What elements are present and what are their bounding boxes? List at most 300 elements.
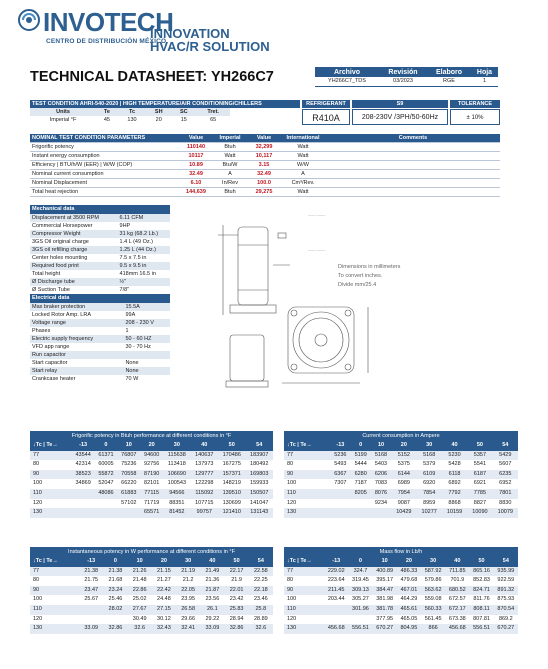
mass-cell: 309.13 <box>348 586 372 596</box>
electrical-row <box>30 303 170 311</box>
mechanical-row <box>30 270 170 278</box>
electrical-row <box>30 343 170 351</box>
mass-cell: 384.47 <box>373 586 397 596</box>
current-cell: 5541 <box>473 461 487 468</box>
power_w-cell: 24.48 <box>157 596 171 603</box>
current-te-header: 40 <box>442 441 467 451</box>
power_w-cell: 22.18 <box>249 586 273 596</box>
nominal-cell: Nominal Displacement <box>30 179 180 188</box>
mass-cell: 561.45 <box>424 615 442 622</box>
power_w-cell: 21.2 <box>182 577 194 584</box>
power_w-cell: 21.27 <box>157 577 171 584</box>
nominal-cell: Btuh <box>212 143 248 152</box>
nominal-cell: A <box>280 170 326 179</box>
doc-header-sheet: Hoja <box>471 67 498 77</box>
nominal-cell: Watt <box>212 152 248 161</box>
compressor-outline-icon <box>178 205 438 405</box>
nominal-cell: Btuh <box>212 188 248 197</box>
frig-cell: 137973 <box>195 461 214 468</box>
frig-cell: 183907 <box>245 451 273 461</box>
frig-te-header: 0 <box>95 441 118 451</box>
electrical-row <box>30 327 170 335</box>
frig-cell: 60005 <box>98 461 114 468</box>
power_w-cell: 26.1 <box>200 605 224 615</box>
frig-corner: ↓Tc | Te→ <box>30 441 72 451</box>
mass-cell: 866 <box>421 624 445 634</box>
power-value: 208-230V /3PH/50-60Hz <box>352 109 448 125</box>
mass-cell: 852.83 <box>473 577 490 584</box>
mechanical-label: Center holes mounting <box>32 255 88 261</box>
current-cell <box>330 508 350 518</box>
mass-cell: 560.33 <box>421 605 445 615</box>
nominal-cell: Efficiency | BTU/h/W (EER) | W/W (COP) <box>30 161 180 170</box>
power_w-row <box>30 576 273 586</box>
frig-row <box>30 508 273 518</box>
power_w-cell: 26.58 <box>176 605 200 615</box>
nominal-row <box>30 179 500 188</box>
mass-cell: 579.86 <box>424 577 442 584</box>
current-cell: 6920 <box>423 480 436 487</box>
electrical-value <box>123 351 170 359</box>
power_w-cell: 25.83 <box>224 605 248 615</box>
frig-row <box>30 460 273 470</box>
mass-cell: 556.51 <box>469 624 493 634</box>
doc-sheet: 1 <box>471 77 498 86</box>
current-cell: 6952 <box>499 480 512 487</box>
power_w-cell: 32.86 <box>224 624 248 634</box>
electrical-label: VFD app range <box>32 344 70 350</box>
frig-te-header: -13 <box>72 441 95 451</box>
nominal-comment-cell <box>326 161 500 170</box>
tc-val-tret: 65 <box>210 117 217 123</box>
frig-cell <box>95 499 118 509</box>
power_w-cell: 21.19 <box>176 567 200 577</box>
current-cell <box>330 499 350 509</box>
power_w-cell: 22.58 <box>249 567 273 577</box>
current-table-block <box>284 431 518 518</box>
mass-tc-label: 120 <box>287 615 297 622</box>
dim-note-3: Divide mm/25.4 <box>338 282 377 288</box>
current-row <box>284 499 518 509</box>
compressor-drawing <box>178 205 438 405</box>
mass-te-header: 50 <box>469 557 493 567</box>
title-prefix: TECHNICAL DATASHEET: <box>30 69 211 85</box>
frig-cell: 169803 <box>245 470 273 480</box>
mass-cell: 870.54 <box>494 605 518 615</box>
mechanical-row <box>30 230 170 238</box>
frig-cell: 61883 <box>117 489 140 499</box>
mass-cell: 711.85 <box>445 567 469 577</box>
mass-cell: 670.27 <box>373 624 397 634</box>
current-cell: 10079 <box>493 508 518 518</box>
tc-col-sc: SC <box>171 108 196 116</box>
frig-te-header: 20 <box>140 441 163 451</box>
power_w-cell: 21.36 <box>205 577 220 584</box>
mass-tc-label: 80 <box>287 577 294 584</box>
mass-row <box>284 567 518 577</box>
mass-cell: 465.61 <box>397 605 421 615</box>
mass-cell: 229.02 <box>324 567 348 577</box>
mass-cell <box>324 615 348 625</box>
frig-cell: 167275 <box>222 461 241 468</box>
frig-cell: 92756 <box>144 461 160 468</box>
power_w-cell <box>103 615 127 625</box>
frig-tc-label: 120 <box>33 499 43 506</box>
current-cell: 5168 <box>417 451 442 461</box>
power_w-row <box>30 624 273 634</box>
frig-cell: 76807 <box>117 451 140 461</box>
current-cell: 6367 <box>330 470 350 480</box>
power_w-te-header: 50 <box>224 557 248 567</box>
current-cell: 5493 <box>334 461 347 468</box>
frig-cell: 48086 <box>95 489 118 499</box>
power_w-cell: 23.42 <box>229 596 244 603</box>
frig-cell: 42314 <box>75 461 91 468</box>
mechanical-value: 1.4 L (49 Oz.) <box>119 239 153 245</box>
power-label: S9 <box>352 100 448 108</box>
tc-val-sh: 20 <box>155 117 162 123</box>
current-cell <box>371 508 391 518</box>
mass-tc-label: 100 <box>287 596 297 603</box>
power_w-cell: 25.46 <box>108 596 123 603</box>
electrical-row <box>30 351 170 359</box>
nominal-cell: 32.49 <box>180 170 212 179</box>
mass-cell: 935.99 <box>494 567 518 577</box>
current-tc-label: 77 <box>284 451 330 461</box>
tc-val-te: 45 <box>103 117 110 123</box>
frig-te-header: 30 <box>163 441 190 451</box>
mass-te-header: 20 <box>397 557 421 567</box>
logo <box>18 9 40 31</box>
current-cell: 8830 <box>499 499 512 506</box>
power_w-cell: 32.86 <box>103 624 127 634</box>
electrical-value: 99A <box>125 312 136 318</box>
power-caption: Instantaneous potency in W performance at different conditions in °F <box>30 547 273 557</box>
power_w-row <box>30 615 273 625</box>
frig-cell: 141047 <box>250 499 269 506</box>
frig-tc-label: 90 <box>30 470 72 480</box>
mass-caption: Mass flow in Lb/h <box>284 547 518 557</box>
refrigerant-value: R410A <box>302 109 350 125</box>
current-te-header: 20 <box>391 441 416 451</box>
current-cell: 6206 <box>371 470 391 480</box>
power_w-cell: 23.56 <box>205 596 220 603</box>
page-title <box>30 69 274 85</box>
current-cell: 8868 <box>448 499 461 506</box>
refrigerant-label: REFRIGERANT <box>302 100 350 108</box>
nominal-table <box>30 134 500 197</box>
mass-cell: 670.27 <box>494 624 518 634</box>
nominal-comment-cell <box>326 188 500 197</box>
frig-cell: 38523 <box>72 470 95 480</box>
frig-row <box>30 499 273 509</box>
mass-tc-label: 90 <box>284 586 324 596</box>
power_w-cell: 25.8 <box>249 605 273 615</box>
mass-cell: 807.81 <box>473 615 490 622</box>
current-cell: 5607 <box>499 461 512 468</box>
mass-header-row <box>284 557 518 567</box>
frig-cell: 113418 <box>167 461 186 468</box>
current-cell: 7854 <box>417 489 442 499</box>
mass-cell: 203.44 <box>327 596 345 603</box>
mechanical-title: Mechanical data <box>30 205 170 214</box>
nominal-cell: 32.49 <box>248 170 280 179</box>
frig-cell: 115638 <box>163 451 190 461</box>
power_w-row <box>30 595 273 605</box>
power_w-cell: 32.41 <box>176 624 200 634</box>
mechanical-label: 3GS oil refilling charge <box>30 246 118 254</box>
mass-cell: 301.96 <box>348 605 372 615</box>
mass-cell: 808.11 <box>469 605 493 615</box>
nominal-cell: Cm³/Rev. <box>280 179 326 188</box>
current-cell: 5375 <box>397 461 410 468</box>
power-table-block <box>30 547 273 634</box>
frig-cell: 88351 <box>169 499 185 506</box>
tc-col-units: Units <box>30 108 96 116</box>
current-te-header: 30 <box>417 441 442 451</box>
current-cell: 5403 <box>374 461 388 468</box>
tc-col-tc: Tc <box>118 108 146 116</box>
tolerance-value: ± 10% <box>450 109 500 125</box>
electrical-value: 30 - 70 Hz <box>125 344 151 350</box>
power_w-cell: 33.09 <box>200 624 224 634</box>
current-te-header: 54 <box>493 441 518 451</box>
mechanical-value: 7.5 x 7.5 in <box>119 255 147 261</box>
power_w-te-header: 30 <box>176 557 200 567</box>
current-cell: 7187 <box>354 480 367 487</box>
mechanical-value: 31 kg (68.2 Lb.) <box>118 230 170 238</box>
electrical-value: None <box>123 367 170 375</box>
frig-cell: 75236 <box>121 461 137 468</box>
electrical-value: 15.5A <box>123 303 170 311</box>
mass-cell: 811.76 <box>473 596 490 603</box>
nominal-cell: 100.0 <box>248 179 280 188</box>
mechanical-row <box>30 254 170 262</box>
power_w-row <box>30 586 273 596</box>
mass-cell: 324.7 <box>348 567 372 577</box>
mass-cell: 587.92 <box>421 567 445 577</box>
mass-row <box>284 624 518 634</box>
frig-cell <box>72 499 95 509</box>
mass-row <box>284 595 518 605</box>
power_w-cell: 21.26 <box>128 567 152 577</box>
nominal-row <box>30 152 500 161</box>
current-cell: 8827 <box>473 499 487 506</box>
frig-cell: 55872 <box>95 470 118 480</box>
frig-cell: 106690 <box>163 470 190 480</box>
mass-cell: 922.59 <box>497 577 515 584</box>
power_w-tc-label: 130 <box>30 624 79 634</box>
mass-cell: 456.68 <box>445 624 469 634</box>
mass-table-block <box>284 547 518 634</box>
mass-table <box>284 557 518 634</box>
tc-val-units: Imperial °F <box>49 117 77 123</box>
frig-cell: 107715 <box>195 499 214 506</box>
frig-cell: 81452 <box>163 508 190 518</box>
tc-col-sh: SH <box>146 108 171 116</box>
mechanical-label: Required food print <box>30 262 118 270</box>
power_w-cell: 29.66 <box>181 615 196 622</box>
current-cell: 9234 <box>374 499 388 506</box>
current-row <box>284 479 518 489</box>
electrical-row <box>30 319 170 327</box>
frig-cell: 139510 <box>218 489 245 499</box>
doc-revision: 03/2023 <box>379 77 427 86</box>
power_w-cell: 25.67 <box>84 596 99 603</box>
electrical-label: Locked Rotor Amp. LRA <box>32 312 92 318</box>
current-cell: 8959 <box>423 499 436 506</box>
mass-cell: 377.95 <box>376 615 394 622</box>
frig-cell: 77115 <box>140 489 163 499</box>
current-cell: 10159 <box>442 508 467 518</box>
power_w-corner: ↓Tc | Te→ <box>30 557 79 567</box>
nominal-header-param: NOMINAL TEST CONDITION PARAMETERS <box>30 134 180 143</box>
current-cell: 6235 <box>493 470 518 480</box>
mass-tc-label: 110 <box>284 605 324 615</box>
frig-table-block <box>30 431 273 518</box>
title-model: YH266C7 <box>211 69 274 85</box>
dimension-note <box>338 263 400 290</box>
doc-info-table <box>315 67 498 87</box>
electrical-label: Electric supply frequency <box>30 335 123 343</box>
power_w-cell: 27.15 <box>152 605 176 615</box>
mass-tc-label: 130 <box>284 624 324 634</box>
mass-cell: 891.32 <box>494 586 518 596</box>
nominal-cell: Watt <box>280 152 326 161</box>
power_w-cell: 21.68 <box>108 577 123 584</box>
mechanical-label: 3GS Oil original charge <box>32 239 89 245</box>
power_w-cell: 25.02 <box>132 596 147 603</box>
current-row <box>284 451 518 461</box>
mass-cell: 456.68 <box>324 624 348 634</box>
frig-te-header: 50 <box>218 441 245 451</box>
nominal-cell: W/W <box>280 161 326 170</box>
nominal-comment-cell <box>326 143 500 152</box>
mechanical-value: 6.11 CFM <box>118 214 170 222</box>
frig-table <box>30 441 273 518</box>
logo-subtitle: CENTRO DE DISTRIBUCIÓN MÉXICO <box>46 38 167 45</box>
doc-header-file: Archivo <box>315 67 379 77</box>
power_w-cell: 29.22 <box>205 615 220 622</box>
mass-cell: 305.27 <box>352 596 369 603</box>
current-te-header: -13 <box>330 441 350 451</box>
electrical-row <box>30 375 170 383</box>
doc-file: YH266C7_TDS <box>315 77 379 86</box>
current-cell: 5429 <box>493 451 518 461</box>
current-cell: 5152 <box>391 451 416 461</box>
frig-cell: 140637 <box>191 451 218 461</box>
mass-cell: 395.17 <box>376 577 394 584</box>
frig-tc-label: 80 <box>33 461 40 468</box>
current-cell: 7954 <box>391 489 416 499</box>
electrical-label: Run capacitor <box>30 351 123 359</box>
current-cell: 6118 <box>442 470 467 480</box>
mechanical-label: Compressor Weight <box>30 230 118 238</box>
mass-cell <box>324 605 348 615</box>
nominal-cell: 6.10 <box>180 179 212 188</box>
mass-te-header: -13 <box>324 557 348 567</box>
frig-row <box>30 470 273 480</box>
current-cell: 5379 <box>423 461 436 468</box>
mass-cell: 559.08 <box>424 596 442 603</box>
power_w-te-header: 10 <box>128 557 152 567</box>
current-cell: 8076 <box>371 489 391 499</box>
mass-tc-label: 77 <box>284 567 324 577</box>
current-cell: 6109 <box>417 470 442 480</box>
mass-te-header: 0 <box>348 557 372 567</box>
dim-note-1: Dimensions in millimeters <box>338 264 401 270</box>
current-cell <box>351 508 371 518</box>
mechanical-value: ½" <box>118 278 170 286</box>
mass-cell: 479.68 <box>400 577 418 584</box>
nominal-row <box>30 161 500 170</box>
mass-cell: 464.29 <box>400 596 418 603</box>
mass-te-header: 30 <box>421 557 445 567</box>
power_w-te-header: 54 <box>249 557 273 567</box>
mass-cell: 381.98 <box>376 596 394 603</box>
current-tc-label: 120 <box>287 499 297 506</box>
test-condition-label: TEST CONDITION AHRI-540-2020 | HIGH TEMPERATURE/AIR CONDITIONING/CHILLERS <box>30 100 300 108</box>
doc-header-revision: Revisión <box>379 67 427 77</box>
current-cell: 5444 <box>354 461 367 468</box>
power_w-cell: 32.6 <box>128 624 152 634</box>
mechanical-value: 9.5 x 9.5 in <box>118 262 170 270</box>
power_w-cell: 21.75 <box>84 577 99 584</box>
frig-cell: 150507 <box>245 489 273 499</box>
frig-cell: 115092 <box>191 489 218 499</box>
mass-cell <box>348 615 372 625</box>
power_w-cell: 21.15 <box>152 567 176 577</box>
electrical-label: Max braker protection <box>30 303 123 311</box>
mechanical-value: 418mm 16.5 in <box>119 271 156 277</box>
frig-cell: 57102 <box>121 499 137 506</box>
frig-cell: 71719 <box>144 499 160 506</box>
frig-cell: 34869 <box>75 480 91 487</box>
doc-header-author: Elaboro <box>427 67 471 77</box>
power_w-tc-label: 90 <box>30 586 79 596</box>
frig-cell: 100543 <box>167 480 187 487</box>
nominal-cell: Total heat rejection <box>30 188 180 197</box>
frig-cell <box>72 508 95 518</box>
power_w-cell: 27.67 <box>128 605 152 615</box>
electrical-label: Phases <box>32 328 51 334</box>
frig-cell: 99757 <box>191 508 218 518</box>
power_w-cell: 28.94 <box>229 615 244 622</box>
brand-line-2: HVAC/R SOLUTION <box>150 39 270 54</box>
current-cell: 9087 <box>397 499 410 506</box>
current-cell: 10277 <box>417 508 442 518</box>
frig-cell: 70558 <box>117 470 140 480</box>
nominal-cell: Watt <box>280 188 326 197</box>
mechanical-row <box>30 238 170 246</box>
electrical-row <box>30 359 170 367</box>
mass-cell: 556.51 <box>348 624 372 634</box>
current-cell <box>351 499 371 509</box>
nominal-cell: 144,639 <box>180 188 212 197</box>
frig-row <box>30 489 273 499</box>
frig-cell: 94566 <box>163 489 190 499</box>
current-cell: 6921 <box>473 480 487 487</box>
nominal-cell: Btu/W <box>212 161 248 170</box>
current-cell: 10429 <box>391 508 416 518</box>
tc-val-tc: 130 <box>127 117 137 123</box>
nominal-cell: In/Rev <box>212 179 248 188</box>
frig-tc-label: 130 <box>30 508 72 518</box>
nominal-cell: 10,117 <box>248 152 280 161</box>
power_w-cell <box>79 615 103 625</box>
electrical-label: Start relay <box>30 367 123 375</box>
frig-cell <box>117 508 140 518</box>
